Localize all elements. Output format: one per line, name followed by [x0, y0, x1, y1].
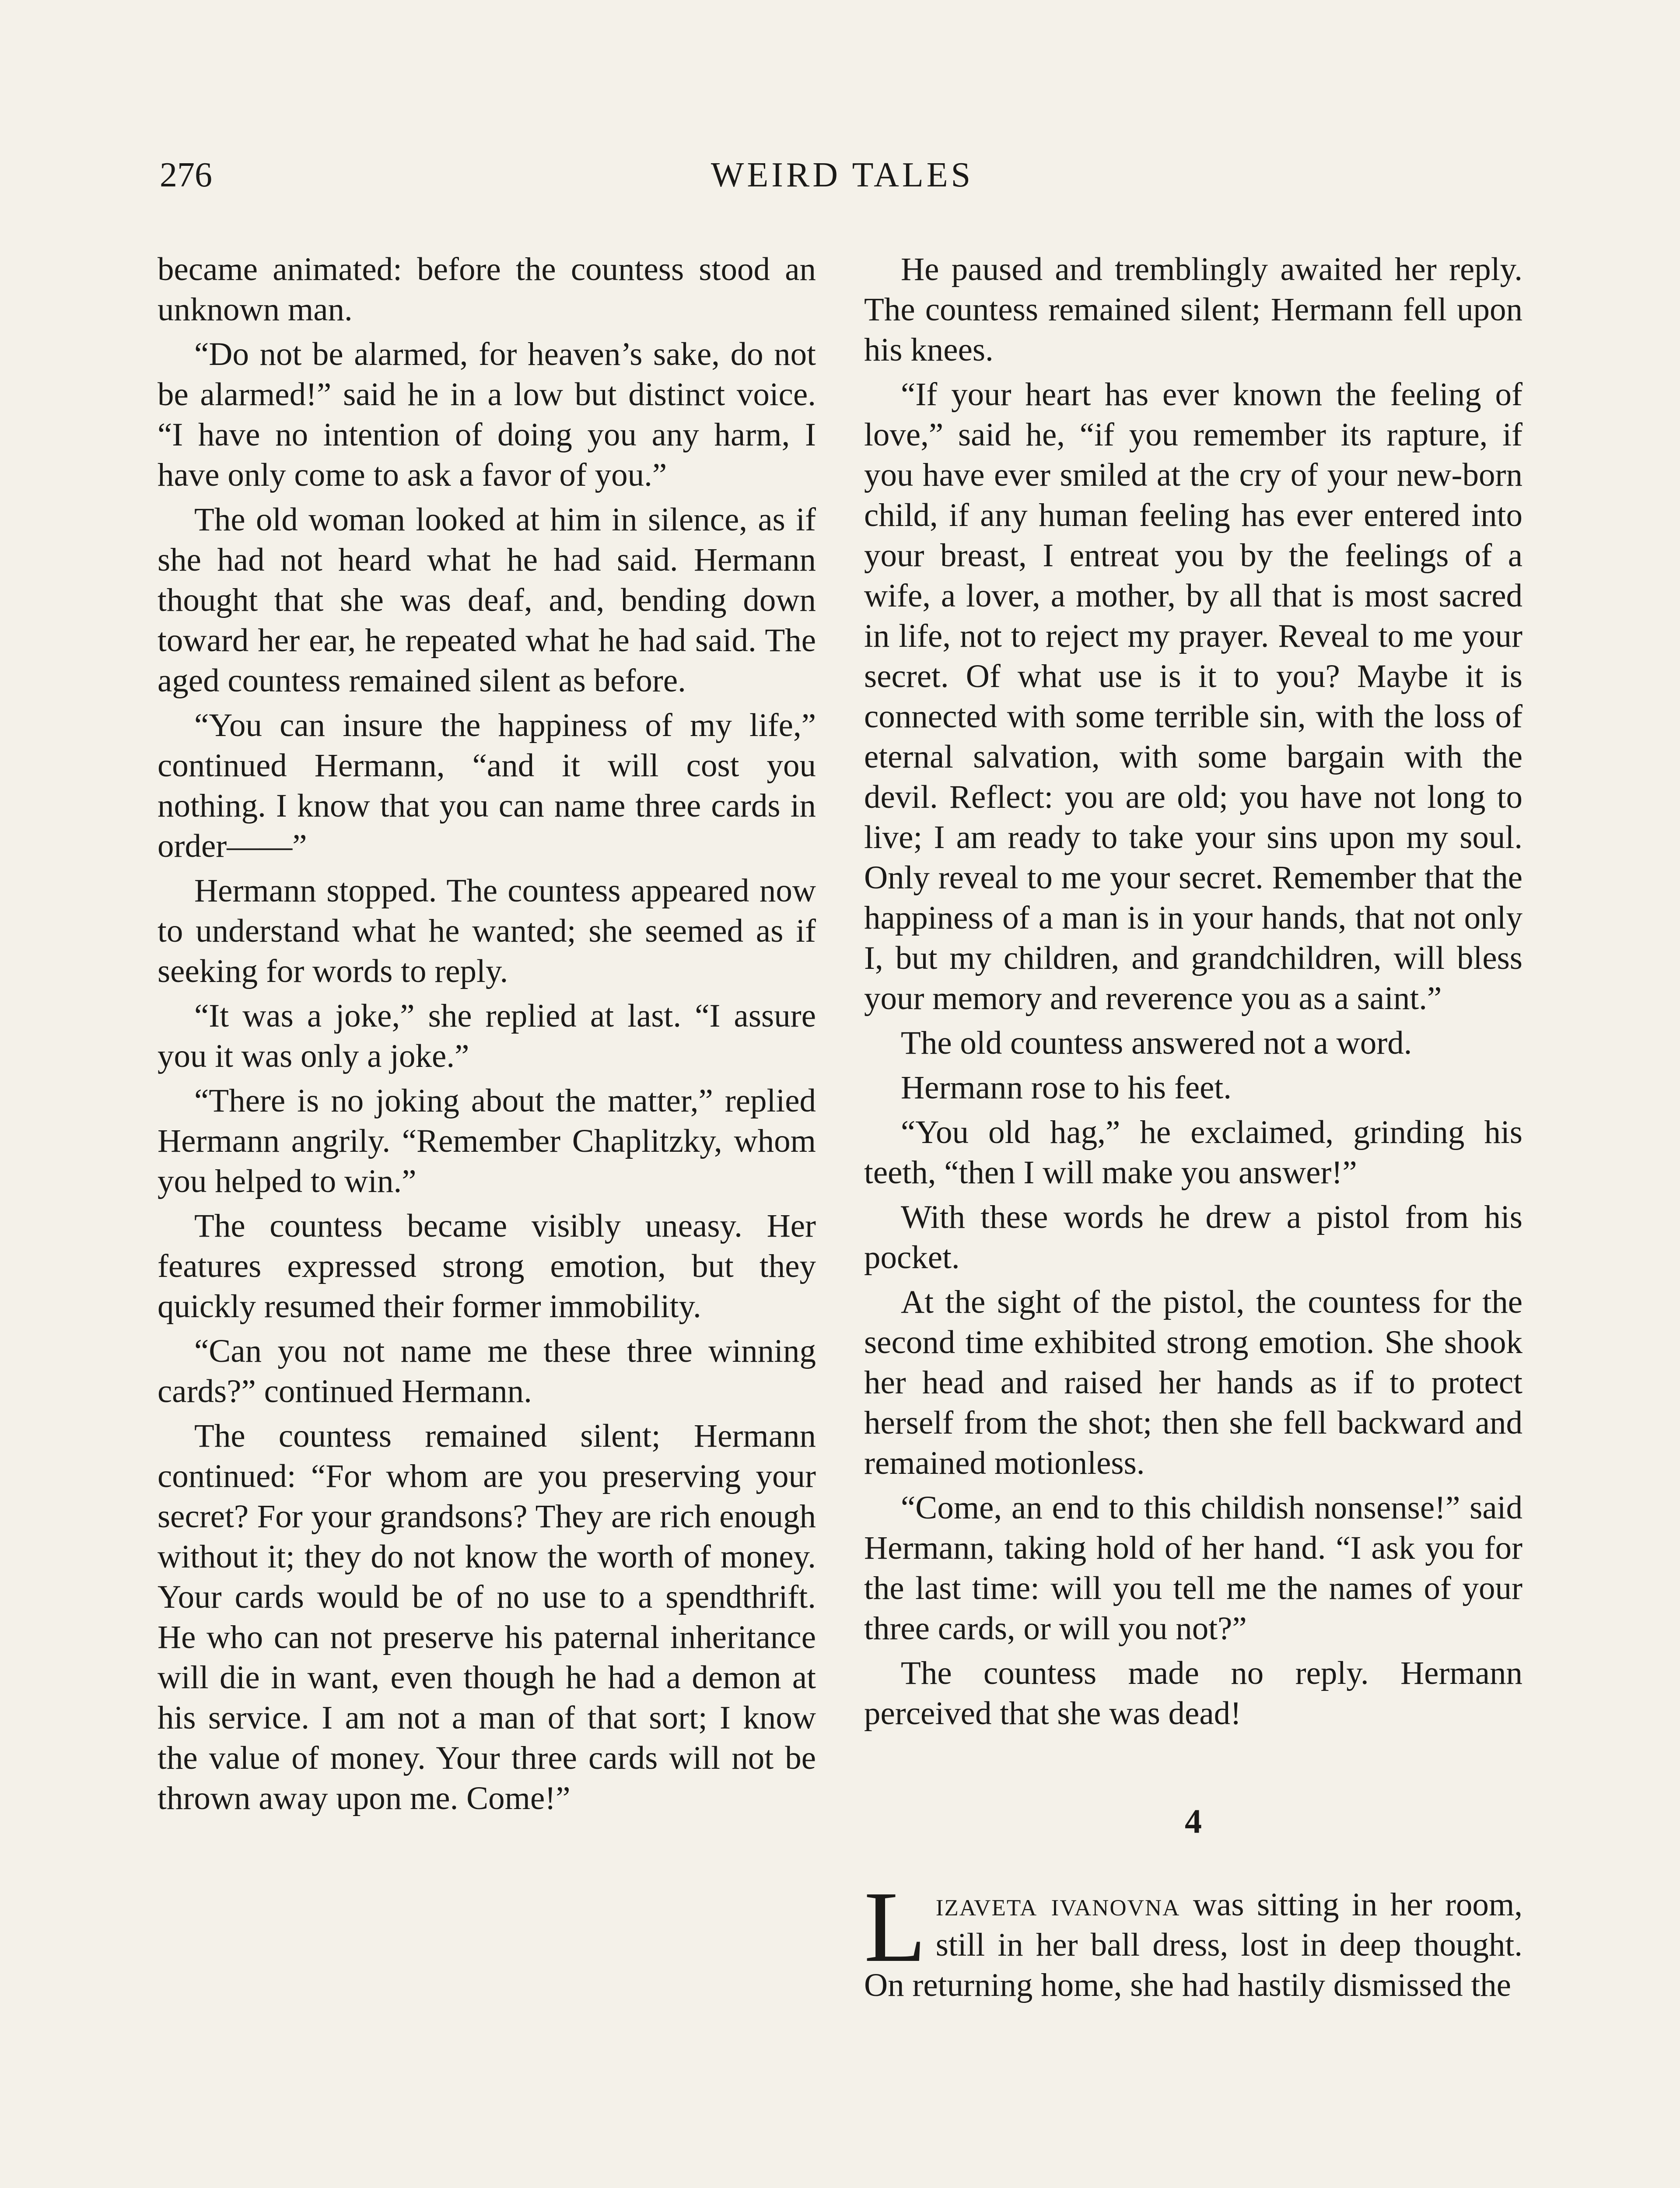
paragraph: “Do not be alarmed, for heaven’s sake, do not be alarmed!” said he in a low but distinct voice. “I have no intention of doing you any harm, I have only come to ask a favor of you.”	[158, 336, 816, 493]
chapter-opening-paragraph	[864, 1871, 1523, 2006]
small-caps-name: izaveta ivanovna	[935, 1886, 1180, 1923]
page-number: 276	[160, 156, 212, 194]
right-text-column	[864, 249, 1522, 2010]
paragraph: At the sight of the pistol, the countess for the second time exhibited strong emotion. She shook her head and raised her hands as if to protect herself from the shot; then she fell backward and remained motionless.	[864, 1284, 1522, 1481]
paragraph: “It was a joke,” she replied at last. “I assure you it was only a joke.”	[158, 998, 816, 1074]
paragraph: Hermann stopped. The countess appeared now to understand what he wanted; she seemed as if seeking for words to reply.	[158, 873, 816, 989]
paragraph: The countess made no reply. Hermann perceived that she was dead!	[864, 1655, 1522, 1732]
paragraph: With these words he drew a pistol from his pocket.	[864, 1199, 1522, 1276]
paragraph: “Can you not name me these three winning cards?” continued Hermann.	[158, 1333, 816, 1410]
paragraph: “You can insure the happiness of my life,” continued Hermann, “and it will cost you nothing. I know that you can name three cards in order——”	[158, 707, 816, 864]
paragraph: “You old hag,” he exclaimed, grinding his teeth, “then I will make you answer!”	[864, 1114, 1522, 1191]
paragraph: “If your heart has ever known the feeling of love,” said he, “if you remember its rapture, if you have ever smiled at the cry of your new-born child, if any human feeling has ever entered into your breast, I entreat you by the feelings of a wife, a lover, a mother, by all that is most sacred in life, not to reject my prayer. Reveal to me your secret. Of what use is it to you? Maybe it is connected with some terrible sin, with the loss of eternal salvation, with some bargain with the devil. Reflect: you are old; you have not long to live; I am ready to take your sins upon my soul. Only reveal to me your secret. Remember that the happiness of a man is in your hands, that not only I, but my children, and grandchildren, will bless your memory and reverence you as a saint.”	[864, 376, 1522, 1017]
paragraph: The countess became visibly uneasy. Her features expressed strong emotion, but they quickly resumed their former immobility.	[158, 1208, 816, 1325]
paragraph: became animated: before the countess stood an unknown man.	[158, 251, 816, 328]
page-header	[160, 147, 1525, 203]
paragraph: “Come, an end to this childish nonsense!” said Hermann, taking hold of her hand. “I ask you for the last time: will you tell me the names of your three cards, or will you not?”	[864, 1490, 1522, 1647]
paragraph: “There is no joking about the matter,” replied Hermann angrily. “Remember Chaplitzky, whom you helped to win.”	[158, 1083, 816, 1199]
drop-cap: L	[864, 1871, 926, 1983]
section-number: 4	[1185, 1802, 1202, 1840]
paragraph: The old woman looked at him in silence, as if she had not heard what he had said. Hermann thought that she was deaf, and, bending down toward her ear, he repeated what he had said. The aged countess remained silent as before.	[158, 501, 816, 699]
chapter-opening-text: was sitting in her room, still in her ball dress, lost in deep thought. On returning home, she had hastily dismissed the	[864, 1886, 1523, 2003]
paragraph: The countess remained silent; Hermann continued: “For whom are you preserving your secret? For your grandsons? They are rich enough without it; they do not know the worth of money. Your cards would be of no use to a spendthrift. He who can not preserve his paternal inheritance will die in want, even though he had a demon at his service. I am not a man of that sort; I know the value of money. Your three cards will not be thrown away upon me. Come!”	[158, 1418, 816, 1816]
paragraph: He paused and tremblingly awaited her reply. The countess remained silent; Hermann fell upon his knees.	[864, 251, 1522, 368]
paragraph: Hermann rose to his feet.	[901, 1069, 1232, 1106]
paragraph: The old countess answered not a word.	[901, 1025, 1412, 1061]
running-head-title: WEIRD TALES	[710, 156, 974, 194]
left-text-column	[158, 249, 816, 1823]
